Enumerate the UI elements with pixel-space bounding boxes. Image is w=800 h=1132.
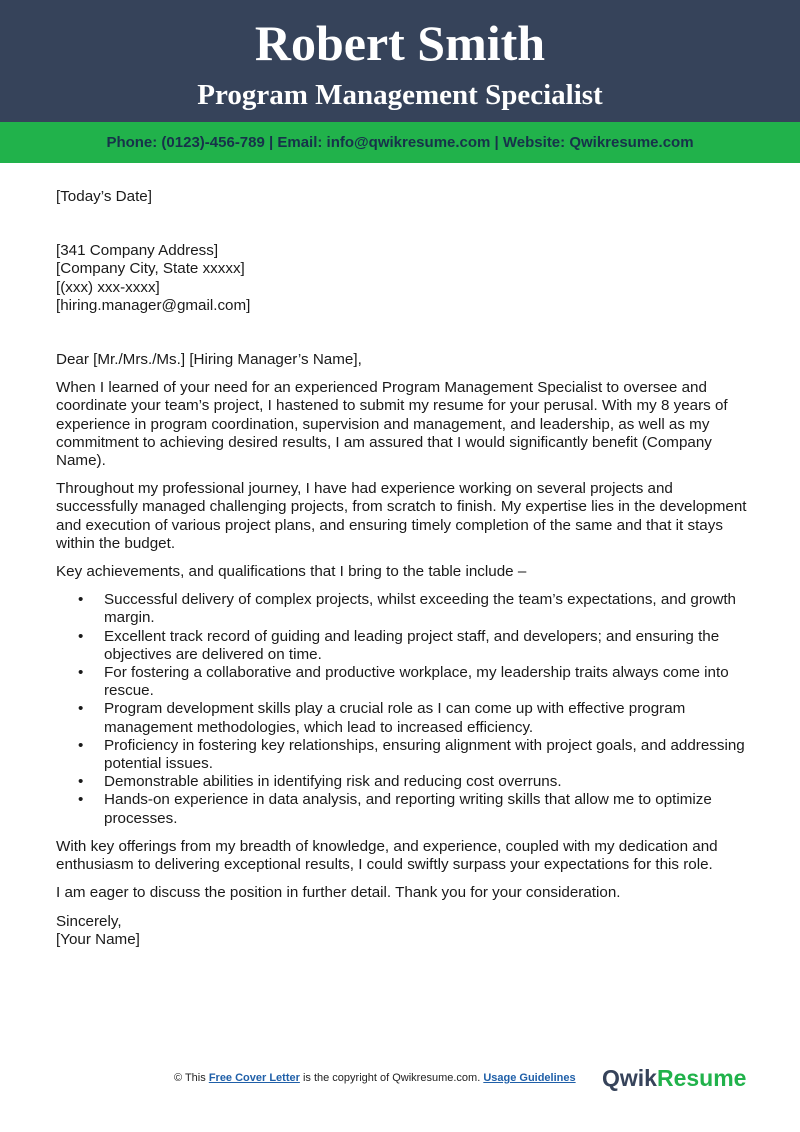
paragraph-thanks: I am eager to discuss the position in further detail. Thank you for your consideration. [56, 884, 621, 902]
paragraph-closing: With key offerings from my breadth of knowledge, and experience, coupled with my dedication and enthusiasm to delivering exceptional results, I could swiftly surpass your expectations for this role. [56, 837, 718, 874]
copyright-note [174, 1071, 576, 1085]
letter-body [56, 188, 748, 949]
free-cover-letter-link[interactable]: Free Cover Letter [208, 1072, 300, 1084]
achievement-item: • Excellent track record of guiding and leading project staff, and developers; and ensuring the objectives are delivered on time. [56, 628, 748, 664]
copyright-middle: is the copyright of Qwikresume.com. [299, 1072, 484, 1084]
letter-date: [Today’s Date] [56, 188, 152, 205]
usage-guidelines-link[interactable]: Usage Guidelines [483, 1072, 576, 1084]
logo-part-resume: Resume [656, 1065, 747, 1091]
address-line: [341 Company Address] [56, 242, 219, 260]
address-line: [(xxx) xxx-xxxx] [56, 278, 160, 296]
achievement-item: • Demonstrable abilities in identifying risk and reducing cost overruns. [56, 773, 748, 791]
applicant-name: Robert Smith [254, 15, 546, 71]
logo-part-qwik: Qwik [602, 1065, 657, 1091]
header-banner [0, 0, 800, 122]
address-line: [Company City, State xxxxx] [56, 260, 245, 278]
qwikresume-logo [602, 1064, 746, 1092]
contact-bar: Phone: (0123)-456-789 | Email: info@qwikresume.com | Website: Qwikresume.com [0, 122, 800, 163]
copyright-prefix: © This [174, 1072, 209, 1084]
paragraph-intro: When I learned of your need for an experienced Program Management Specialist to oversee and coordinate your team’s project, I hastened to submit my resume for your perusal. With my 8 years of experience in program coordination, supervision and management, and leadership, as well as my commitment to achieving desired results, I am assured that I would significantly benefit (Company Name). [56, 379, 728, 470]
achievement-item: • Proficiency in fostering key relationships, ensuring alignment with project goals, and addressing potential issues. [56, 737, 748, 773]
signature-name: [Your Name] [56, 930, 140, 948]
achievements-list [56, 591, 748, 828]
recipient-address [56, 242, 748, 315]
achievement-item: • For fostering a collaborative and productive workplace, my leadership traits always come into rescue. [56, 664, 748, 700]
salutation: Dear [Mr./Mrs./Ms.] [Hiring Manager’s Name], [56, 351, 362, 369]
achievement-item: • Hands-on experience in data analysis, and reporting writing skills that allow me to optimize processes. [56, 791, 748, 827]
achievement-item: • Program development skills play a crucial role as I can come up with effective program management methodologies, which lead to increased efficiency. [56, 700, 748, 736]
signoff: Sincerely, [56, 912, 122, 930]
achievement-item: • Successful delivery of complex projects, whilst exceeding the team’s expectations, and growth margin. [56, 591, 748, 627]
paragraph-achievements-intro: Key achievements, and qualifications that I bring to the table include – [56, 563, 527, 581]
paragraph-experience: Throughout my professional journey, I have had experience working on several projects and successfully managed challenging projects, from scratch to finish. My expertise lies in the development and execution of various project plans, and ensuring timely completion of the same and that it stays within the budget. [56, 480, 747, 552]
address-line: [hiring.manager@gmail.com] [56, 296, 251, 314]
job-title: Program Management Specialist [197, 79, 603, 111]
